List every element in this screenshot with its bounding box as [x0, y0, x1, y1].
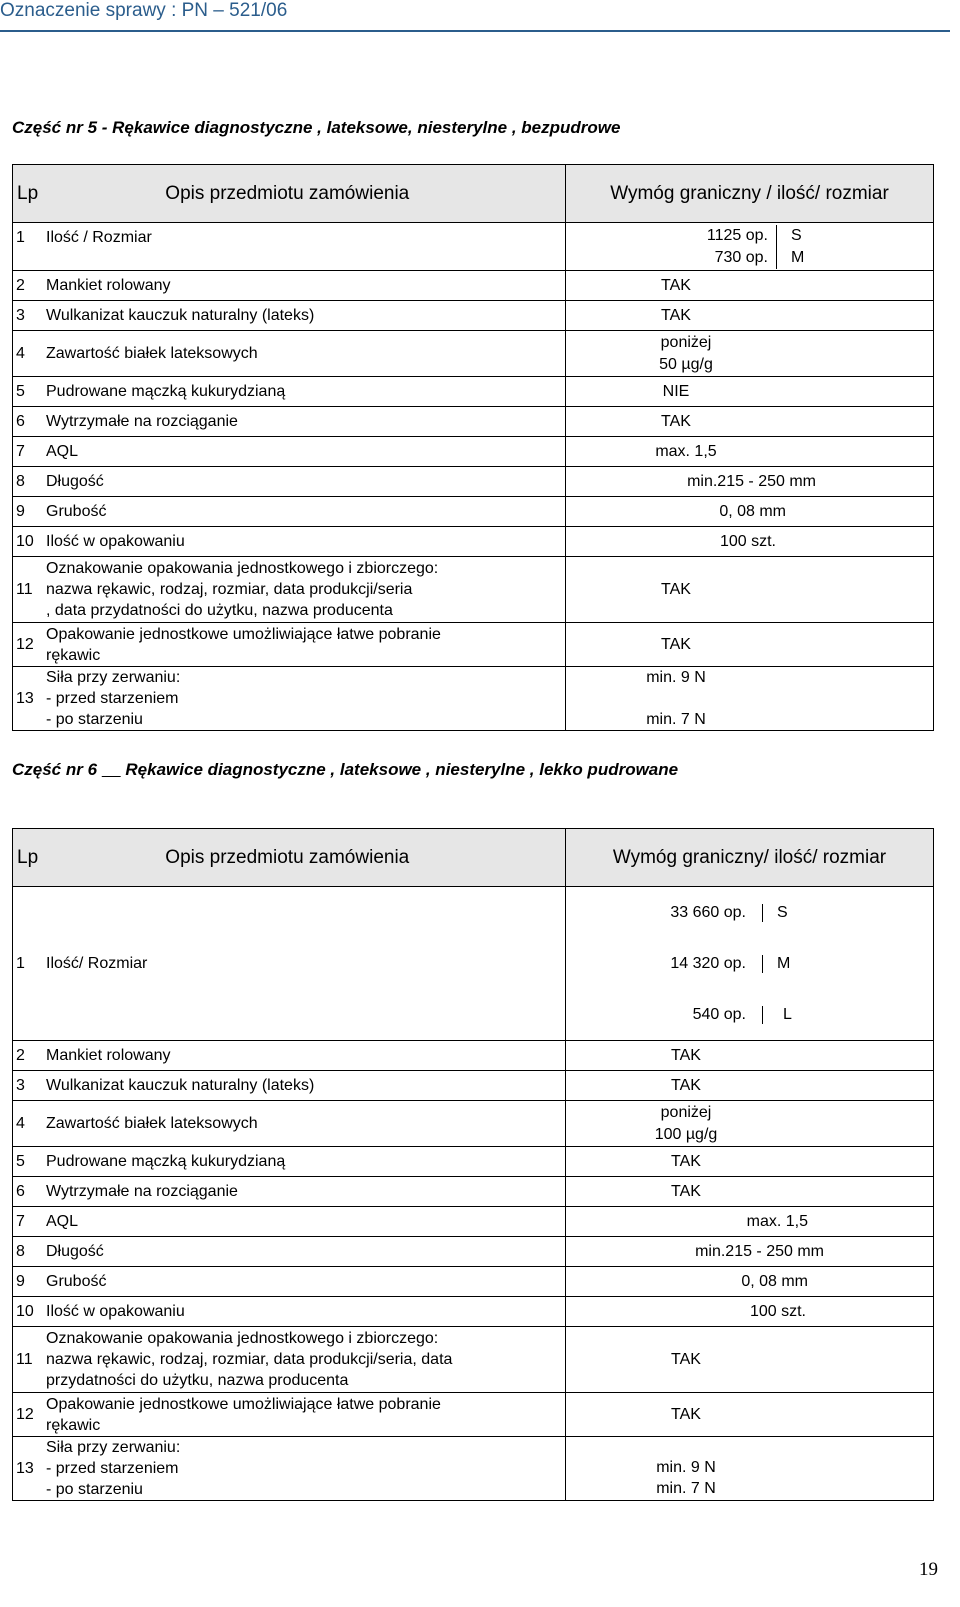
qty-value: 540 op.	[692, 1005, 746, 1023]
row-desc: Mankiet rolowany	[46, 1046, 171, 1064]
req-cell	[566, 667, 934, 731]
req-value: 100 µg/g	[654, 1125, 718, 1143]
table-row	[13, 527, 566, 557]
row-desc-line: nazwa rękawic, rodzaj, rozmiar, data produkcji/seria	[46, 581, 413, 598]
req-value: 0, 08 mm	[741, 1272, 808, 1290]
req-cell	[566, 1237, 934, 1267]
req-cell	[566, 1207, 934, 1237]
part6-size-cell	[566, 887, 934, 1041]
part5-header-req: Wymóg graniczny / ilość/ rozmiar	[566, 165, 934, 223]
req-value: max. 1,5	[746, 1212, 808, 1230]
req-value: poniżej	[660, 333, 712, 351]
row-desc-line: przydatności do użytku, nazwa producenta	[46, 1372, 349, 1389]
row-lp: 12	[16, 1405, 34, 1423]
req-value: min.215 - 250 mm	[687, 472, 816, 490]
row-lp: 4	[16, 1114, 25, 1132]
table-row	[13, 1437, 566, 1501]
table-row	[13, 557, 566, 623]
part5-size-cell	[566, 223, 934, 271]
row-desc: Ilość w opakowaniu	[46, 1302, 185, 1320]
table-row	[13, 1101, 566, 1147]
req-value: TAK	[661, 580, 691, 598]
row-lp: 8	[16, 1242, 25, 1260]
req-value: min.215 - 250 mm	[695, 1242, 824, 1260]
table-row	[13, 467, 566, 497]
req-cell	[566, 497, 934, 527]
req-cell	[566, 557, 934, 623]
row-lp: 7	[16, 442, 25, 460]
table-row	[13, 437, 566, 467]
req-cell	[566, 1437, 934, 1501]
row-desc: Mankiet rolowany	[46, 276, 171, 294]
row-desc: Ilość / Rozmiar	[46, 229, 152, 246]
table-row	[13, 1147, 566, 1177]
row-desc-line: rękawic	[46, 1416, 101, 1434]
table-row	[13, 1393, 566, 1437]
row-lp: 10	[16, 1302, 34, 1320]
row-lp: 9	[16, 502, 25, 520]
table-row	[13, 377, 566, 407]
req-value: 50 µg/g	[659, 355, 713, 373]
table-row	[13, 1041, 566, 1071]
part6-title-underline	[102, 760, 121, 779]
part5-title-rest: Rękawice diagnostyczne , lateksowe, niesterylne , bezpudrowe	[112, 118, 621, 137]
qty-value: 14 320 op.	[670, 954, 746, 972]
req-value: TAK	[671, 1350, 701, 1368]
row-desc: Długość	[46, 1242, 104, 1260]
row-desc: Grubość	[46, 1272, 107, 1290]
req-value: min. 9 N	[646, 669, 706, 686]
row-lp: 11	[16, 1350, 33, 1368]
table-row	[13, 497, 566, 527]
row-desc: AQL	[46, 1212, 79, 1230]
table-row	[13, 623, 566, 667]
row-desc-line: Siła przy zerwaniu:	[46, 1439, 181, 1456]
qty-value: 1125 op.	[706, 226, 768, 244]
req-cell	[566, 1177, 934, 1207]
req-value: min. 7 N	[646, 711, 706, 728]
req-cell	[566, 1267, 934, 1297]
part6-header-req: Wymóg graniczny/ ilość/ rozmiar	[566, 829, 934, 887]
row-desc-line: nazwa rękawic, rodzaj, rozmiar, data produkcji/seria, data	[46, 1351, 453, 1368]
row-desc-line: Opakowanie jednostkowe umożliwiające łatwe pobranie	[46, 1395, 441, 1413]
req-value: min. 7 N	[656, 1479, 716, 1497]
table-row	[13, 1177, 566, 1207]
req-value: min. 9 N	[656, 1458, 716, 1476]
row-desc: Zawartość białek lateksowych	[46, 344, 258, 362]
row-desc: Grubość	[46, 502, 107, 520]
req-value: TAK	[671, 1152, 701, 1170]
req-value: poniżej	[660, 1103, 712, 1121]
row-lp: 11	[16, 580, 33, 598]
part6-table	[12, 828, 934, 1501]
row-desc: Długość	[46, 472, 104, 490]
row-desc-line: Oznakowanie opakowania jednostkowego i zbiorczego:	[46, 1330, 439, 1347]
req-value: TAK	[671, 1076, 701, 1094]
req-cell	[566, 1101, 934, 1147]
row-lp: 3	[16, 1076, 25, 1094]
row-lp: 4	[16, 344, 25, 362]
row-lp: 1	[16, 954, 25, 972]
table-row	[13, 331, 566, 377]
row-desc-line: - po starzeniu	[46, 1481, 143, 1498]
part5-header-desc: Opis przedmiotu zamówienia	[165, 182, 410, 204]
part6-title-number: Część nr 6	[12, 760, 102, 779]
part6-header-desc-cell	[13, 829, 566, 887]
row-lp: 6	[16, 1182, 25, 1200]
row-desc: Ilość/ Rozmiar	[46, 954, 148, 972]
row-desc-line: , data przydatności do użytku, nazwa producenta	[46, 602, 393, 619]
row-desc-line: Oznakowanie opakowania jednostkowego i zbiorczego:	[46, 560, 439, 577]
req-cell	[566, 1297, 934, 1327]
document-reference: Oznaczenie sprawy : PN – 521/06	[0, 0, 288, 21]
row-lp: 5	[16, 382, 25, 400]
row-lp: 2	[16, 276, 25, 294]
part5-title-prefix: Część nr 5 -	[12, 118, 113, 137]
req-value: TAK	[661, 635, 691, 653]
table-row	[13, 1071, 566, 1101]
req-cell	[566, 467, 934, 497]
row-lp: 7	[16, 1212, 25, 1230]
part6-header-desc: Opis przedmiotu zamówienia	[165, 846, 410, 868]
req-value: NIE	[662, 382, 690, 400]
req-cell	[566, 1393, 934, 1437]
table-row	[13, 301, 566, 331]
row-lp: 1	[16, 229, 25, 246]
row-desc: Pudrowane mączką kukurydzianą	[46, 1152, 286, 1170]
part5-table	[12, 164, 934, 731]
req-cell	[566, 1327, 934, 1393]
row-desc-line: rękawic	[46, 646, 101, 664]
part5-header-desc-cell	[13, 165, 566, 223]
row-lp: 6	[16, 412, 25, 430]
req-cell	[566, 377, 934, 407]
header-divider	[0, 30, 950, 32]
row-desc: Wulkanizat kauczuk naturalny (lateks)	[46, 1076, 315, 1094]
size-value: M	[762, 955, 790, 973]
req-value: TAK	[671, 1405, 701, 1423]
row-desc-line: - przed starzeniem	[46, 1460, 179, 1477]
qty-value: 730 op.	[714, 248, 768, 266]
table-row	[13, 407, 566, 437]
table-row	[13, 223, 566, 271]
req-cell	[566, 301, 934, 331]
req-cell	[566, 1147, 934, 1177]
req-cell	[566, 1071, 934, 1101]
row-lp: 13	[16, 1459, 34, 1477]
row-lp: 8	[16, 472, 25, 490]
table-row	[13, 1207, 566, 1237]
page-number: 19	[919, 1559, 938, 1580]
row-lp: 2	[16, 1046, 25, 1064]
size-value: S	[762, 904, 788, 922]
table-row	[13, 1297, 566, 1327]
part6-title	[12, 760, 678, 780]
req-value: TAK	[661, 276, 691, 294]
row-desc: Ilość w opakowaniu	[46, 532, 185, 550]
row-lp: 3	[16, 306, 25, 324]
row-desc: Wytrzymałe na rozciąganie	[46, 412, 238, 430]
table-row	[13, 1327, 566, 1393]
size-value: S	[776, 225, 802, 247]
req-cell	[566, 437, 934, 467]
req-value: 0, 08 mm	[719, 502, 786, 520]
table-row	[13, 1237, 566, 1267]
req-value: TAK	[671, 1046, 701, 1064]
req-cell	[566, 527, 934, 557]
row-desc-line: - przed starzeniem	[46, 690, 179, 707]
part6-title-rest: Rękawice diagnostyczne , lateksowe , niesterylne , lekko pudrowane	[125, 760, 679, 779]
row-lp: 12	[16, 635, 34, 653]
row-desc-line: Opakowanie jednostkowe umożliwiające łatwe pobranie	[46, 625, 441, 643]
size-value: L	[762, 1006, 792, 1024]
table-row	[13, 1267, 566, 1297]
req-value: 100 szt.	[749, 1302, 806, 1320]
row-desc: Pudrowane mączką kukurydzianą	[46, 382, 286, 400]
qty-value: 33 660 op.	[670, 903, 746, 921]
req-value: TAK	[661, 412, 691, 430]
row-lp: 13	[16, 689, 34, 707]
size-value: M	[776, 247, 804, 269]
part5-title	[12, 118, 620, 138]
row-desc: Zawartość białek lateksowych	[46, 1114, 258, 1132]
row-desc-line: - po starzeniu	[46, 711, 143, 728]
row-desc: AQL	[46, 442, 79, 460]
req-value: TAK	[661, 306, 691, 324]
row-lp: 5	[16, 1152, 25, 1170]
table-row	[13, 271, 566, 301]
req-value: TAK	[671, 1182, 701, 1200]
req-cell	[566, 1041, 934, 1071]
req-cell	[566, 623, 934, 667]
req-cell	[566, 271, 934, 301]
row-desc-line: Siła przy zerwaniu:	[46, 669, 181, 686]
part6-header-lp: Lp	[17, 846, 39, 868]
req-cell	[566, 407, 934, 437]
req-cell	[566, 331, 934, 377]
table-row	[13, 887, 566, 1041]
row-desc: Wulkanizat kauczuk naturalny (lateks)	[46, 306, 315, 324]
row-lp: 10	[16, 532, 34, 550]
req-value: max. 1,5	[655, 442, 717, 460]
req-value: 100 szt.	[719, 532, 776, 550]
row-lp: 9	[16, 1272, 25, 1290]
part5-header-lp: Lp	[17, 182, 39, 204]
table-row	[13, 667, 566, 731]
row-desc: Wytrzymałe na rozciąganie	[46, 1182, 238, 1200]
